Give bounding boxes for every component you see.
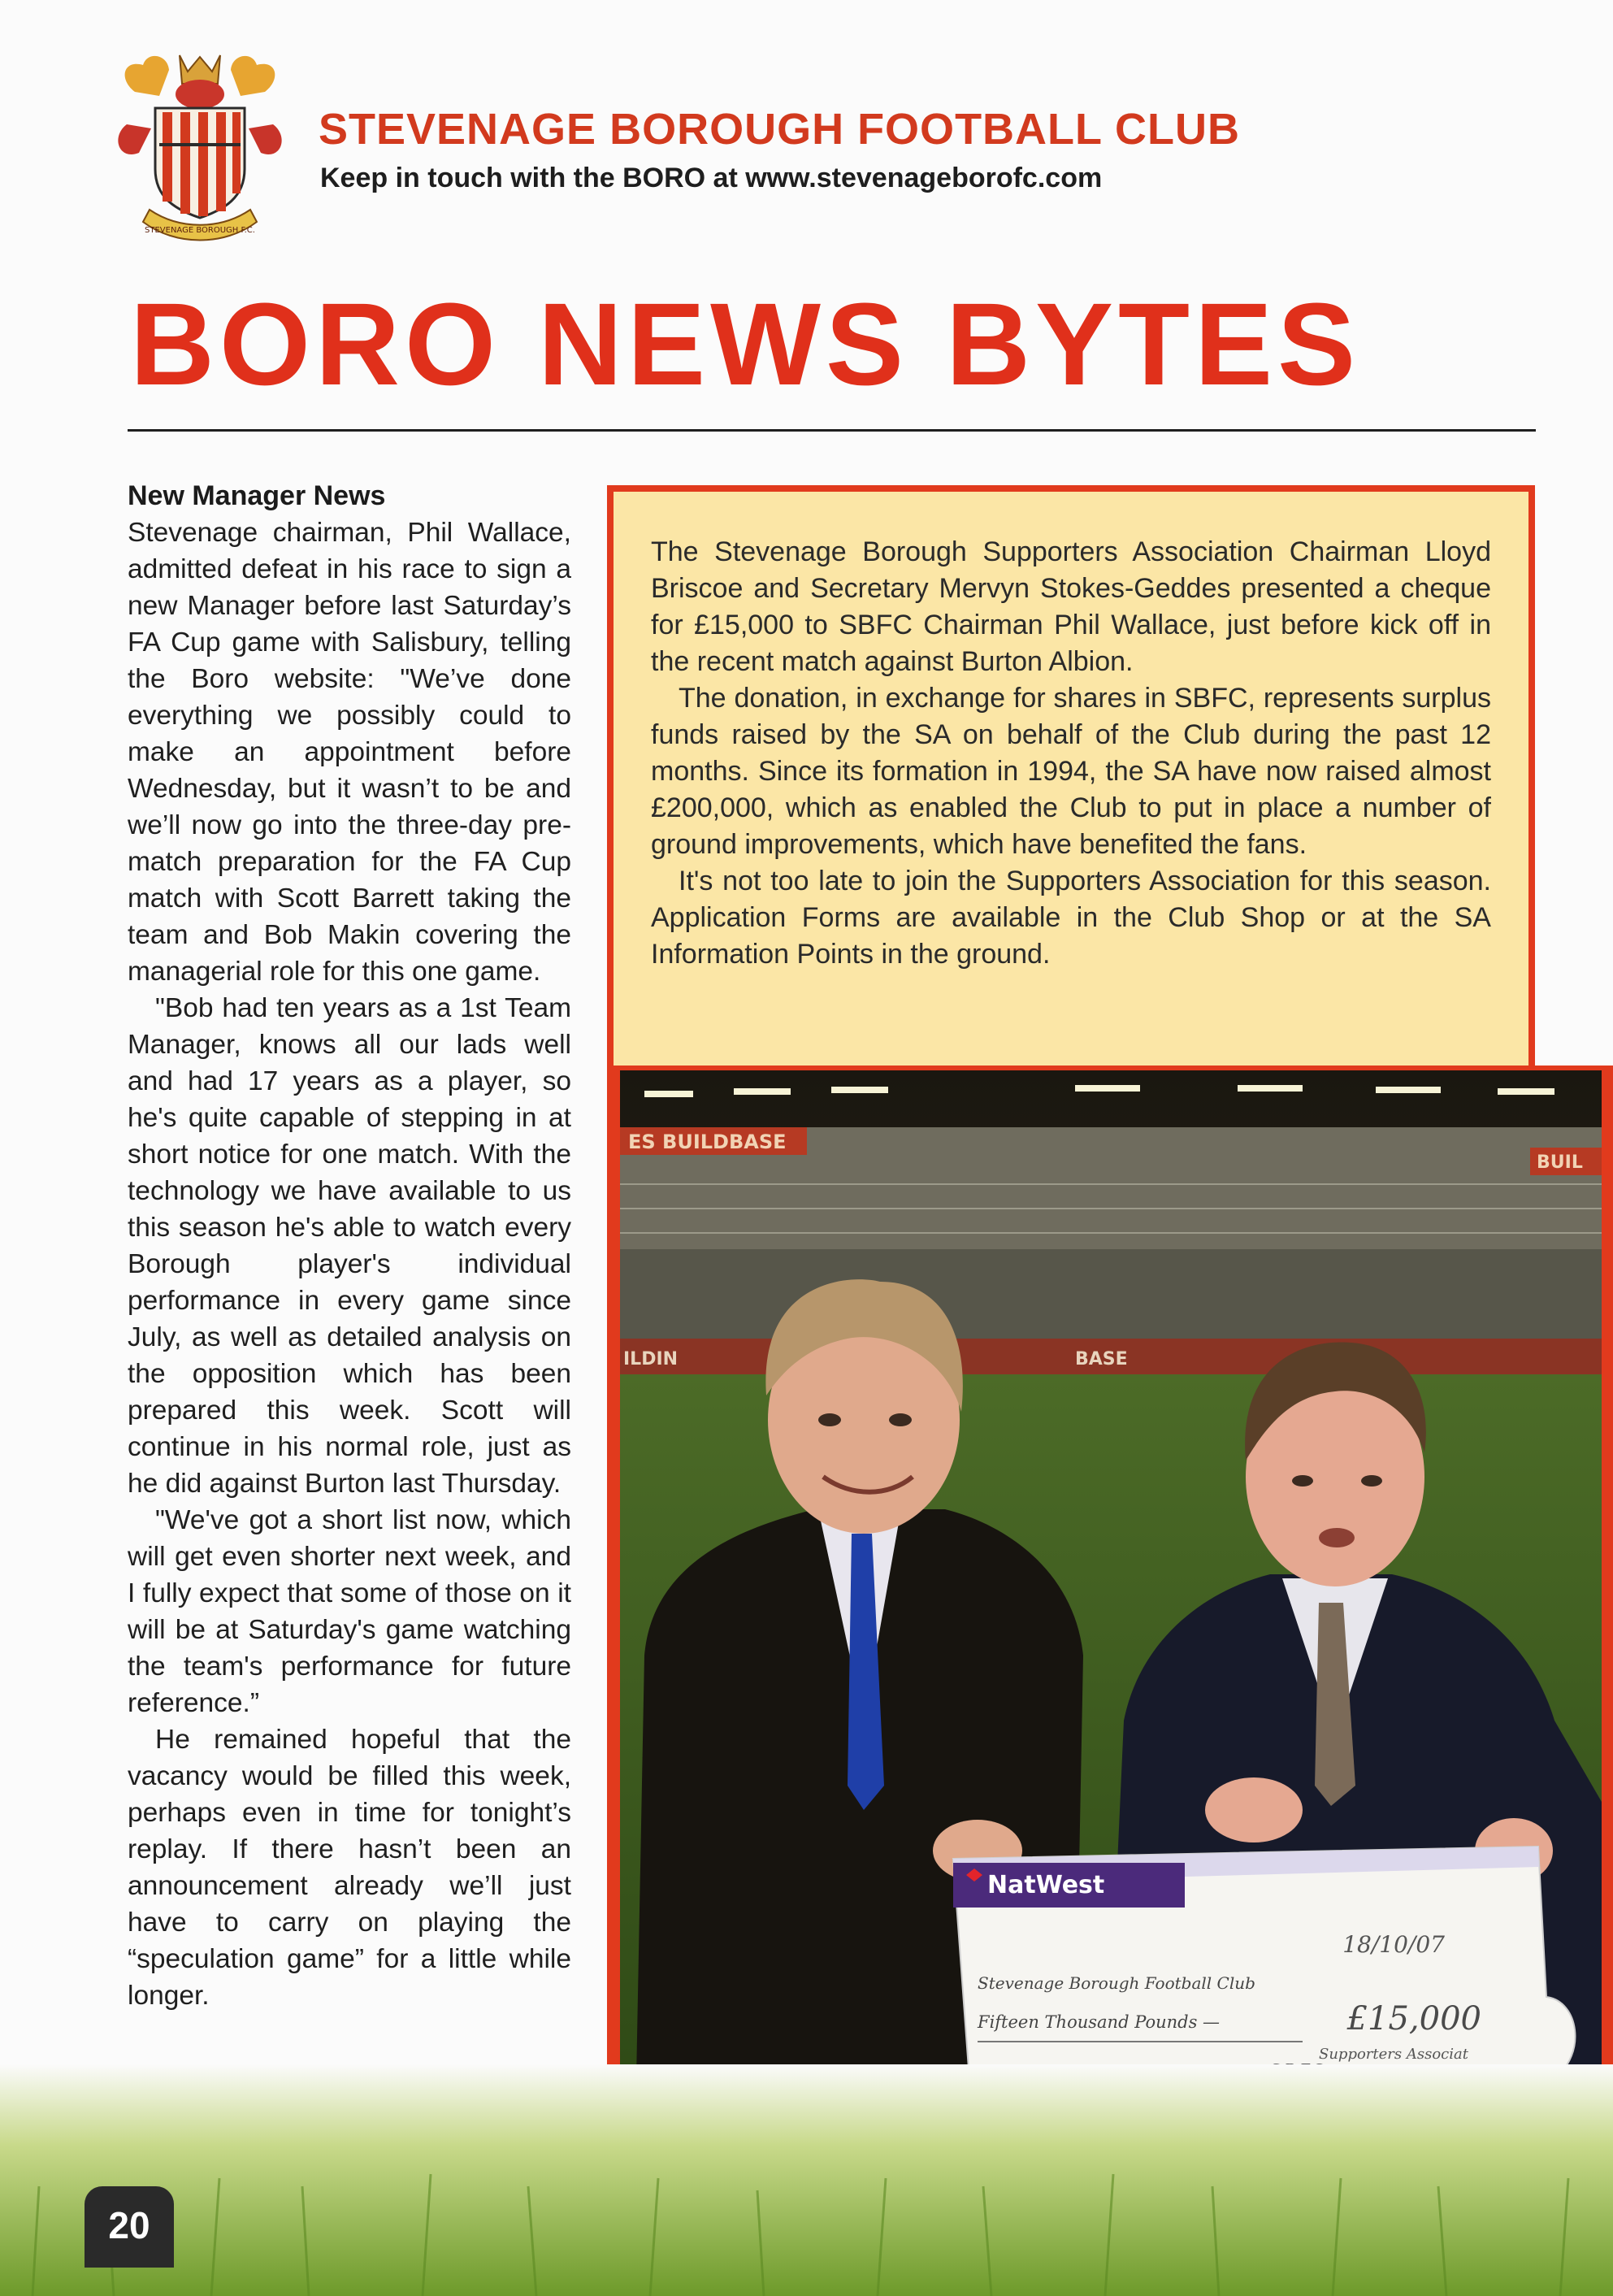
box-paragraph: It's not too late to join the Supporters Association for this season. Application Forms are available in the Club Shop or at the SA Information Points in the ground. bbox=[651, 866, 1491, 970]
club-tagline: Keep in touch with the BORO at www.stevenageborofc.com bbox=[320, 163, 1103, 193]
article-heading: New Manager News bbox=[128, 480, 386, 511]
club-name: STEVENAGE BOROUGH FOOTBALL CLUB bbox=[319, 105, 1241, 154]
page-headline: BORO NEWS BYTES bbox=[130, 279, 1361, 410]
stand-sign-left-text: ES BUILDBASE bbox=[628, 1131, 787, 1153]
stand-sign-right-text: BUIL bbox=[1537, 1152, 1583, 1173]
ad-board-left-text: ILDIN bbox=[623, 1349, 679, 1369]
box-paragraph: The donation, in exchange for shares in SBFC, represents surplus funds raised by the SA on behalf of the Club during the past 12 months. Since its formation in 1994, the SA have now raised almost £200,000, which as enabled the Club to put in place a number of ground improvements, which have benefited the fans. bbox=[651, 683, 1491, 860]
photo-illustration bbox=[620, 1070, 1602, 2080]
page-number: 20 bbox=[85, 2186, 174, 2268]
cheque-date: 18/10/07 bbox=[1342, 1931, 1445, 1958]
cheque-amount: £15,000 bbox=[1346, 2000, 1481, 2038]
grass-footer bbox=[0, 2064, 1613, 2296]
club-crest bbox=[111, 47, 289, 250]
cheque-presentation-photo bbox=[607, 1066, 1613, 2085]
ad-board-mid-text: BASE bbox=[1075, 1349, 1128, 1369]
presentation-cheque bbox=[953, 1847, 1575, 2080]
article-paragraph: He remained hopeful that the vacancy would be filled this week, perhaps even in time for tonight’s replay. If there hasn’t been an announcement already we’ll just have to carry on playing the “speculation game” for a little while longer. bbox=[128, 1725, 571, 2011]
cheque-signature-line2: Supporters Associat bbox=[1319, 2046, 1468, 2063]
cheque-payee: Stevenage Borough Football Club bbox=[978, 1973, 1255, 1993]
crest-motto: STEVENAGE BOROUGH F.C. bbox=[145, 226, 255, 235]
article-paragraph: "Bob had ten years as a 1st Team Manager, knows all our lads well and had 17 years as a player, so he's quite capable of stepping in at short notice for one match. With the technology we have available to us this season he's able to watch every Borough player's individual performance in every game since July, as well as detailed analysis on the opposition which has been prepared this week. Scott will continue in his normal role, just as he did against Burton last Thursday. bbox=[128, 993, 571, 1499]
cheque-bank-name: NatWest bbox=[987, 1871, 1105, 1899]
manager-news-article bbox=[128, 478, 571, 2014]
header-divider bbox=[128, 429, 1536, 432]
article-paragraph: Stevenage chairman, Phil Wallace, admitted defeat in his race to sign a new Manager before last Saturday’s FA Cup game with Salisbury, telling the Boro website: "We’ve done everything we possibly could to make an appointment before Wednesday, but it wasn’t to be and we’ll now go into the three-day pre-match preparation for the FA Cup match with Scott Barrett taking the team and Bob Makin covering the managerial role for this one game. bbox=[128, 518, 571, 987]
article-paragraph: "We've got a short list now, which will get even shorter next week, and I fully expect that some of those on it will be at Saturday's game watching the team's performance for future reference.” bbox=[128, 1505, 571, 1718]
supporters-association-box bbox=[607, 485, 1535, 1079]
cheque-amount-words: Fifteen Thousand Pounds — bbox=[978, 2012, 1221, 2032]
club-crest-icon bbox=[111, 47, 289, 250]
box-paragraph: The Stevenage Borough Supporters Association Chairman Lloyd Briscoe and Secretary Mervyn Stokes-Geddes presented a cheque for £15,000 to SBFC Chairman Phil Wallace, just before kick off in the recent match against Burton Albion. bbox=[651, 536, 1491, 677]
